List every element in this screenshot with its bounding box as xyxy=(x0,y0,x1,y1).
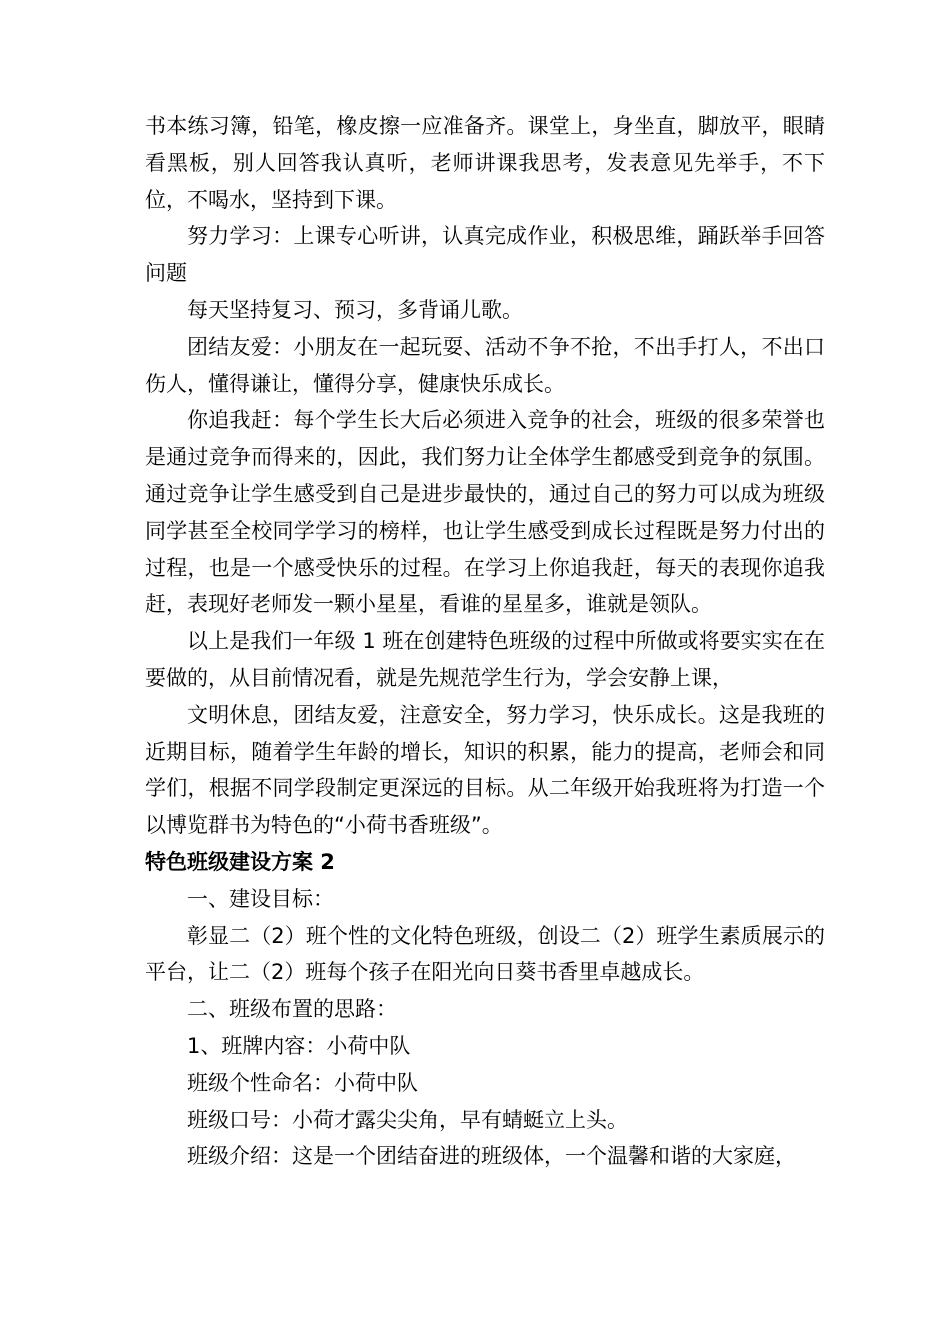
paragraph-class-sign: 1、班牌内容：小荷中队 xyxy=(187,1033,411,1058)
paragraph-study-hard: 努力学习：上课专心听讲，认真完成作业，积极思维，踊跃举手回答问题 xyxy=(145,224,825,286)
document-page xyxy=(145,108,825,1175)
paragraph-competition: 你追我赶：每个学生长大后必须进入竞争的社会，班级的很多荣誉也是通过竞争而得来的，因此，我们努力让全体学生都感受到竞争的氛围。通过竞争让学生感受到自己是进步最快的，通过自己的努力可以成为班级同学甚至全校同学学习的榜样，也让学生感受到成长过程既是努力付出的过程，也是一个感受快乐的过程。在学习上你追我赶，每天的表现你追我赶，表现好老师发一颗小星星，看谁的星星多，谁就是领队。 xyxy=(145,408,825,617)
paragraph-daily-review: 每天坚持复习、预习，多背诵儿歌。 xyxy=(187,297,523,322)
paragraph-summary: 以上是我们一年级 1 班在创建特色班级的过程中所做或将要实实在在要做的，从目前情况看，就是先规范学生行为，学会安静上课， xyxy=(145,629,825,690)
paragraph-goals: 文明休息，团结友爱，注意安全，努力学习，快乐成长。这是我班的近期目标，随着学生年龄的增长，知识的积累，能力的提高，老师会和同学们，根据不同学段制定更深远的目标。从二年级开始我班将为打造一个以博览群书为特色的“小荷书香班级”。 xyxy=(145,702,825,838)
paragraph-layout-idea-title: 二、班级布置的思路： xyxy=(187,997,397,1022)
paragraph-class-name: 班级个性命名：小荷中队 xyxy=(187,1070,418,1095)
paragraph-unity: 团结友爱：小朋友在一起玩耍、活动不争不抢，不出手打人，不出口伤人，懂得谦让，懂得分享，健康快乐成长。 xyxy=(145,334,825,396)
paragraph-construction-goal-title: 一、建设目标： xyxy=(187,886,334,911)
paragraph-construction-goal: 彰显二（2）班个性的文化特色班级，创设二（2）班学生素质展示的平台，让二（2）班每个孩子在阳光向日葵书香里卓越成长。 xyxy=(145,923,825,985)
section-heading: 特色班级建设方案 2 xyxy=(145,849,335,874)
paragraph-class-intro: 班级介绍：这是一个团结奋进的班级体，一个温馨和谐的大家庭， xyxy=(187,1144,796,1169)
paragraph-class-slogan: 班级口号：小荷才露尖尖角，早有蜻蜓立上头。 xyxy=(187,1107,628,1132)
paragraph-classroom-rules: 书本练习簿，铅笔，橡皮擦一应准备齐。课堂上，身坐直，脚放平，眼睛看黑板，别人回答我认真听，老师讲课我思考，发表意见先举手，不下位，不喝水，坚持到下课。 xyxy=(145,114,825,212)
